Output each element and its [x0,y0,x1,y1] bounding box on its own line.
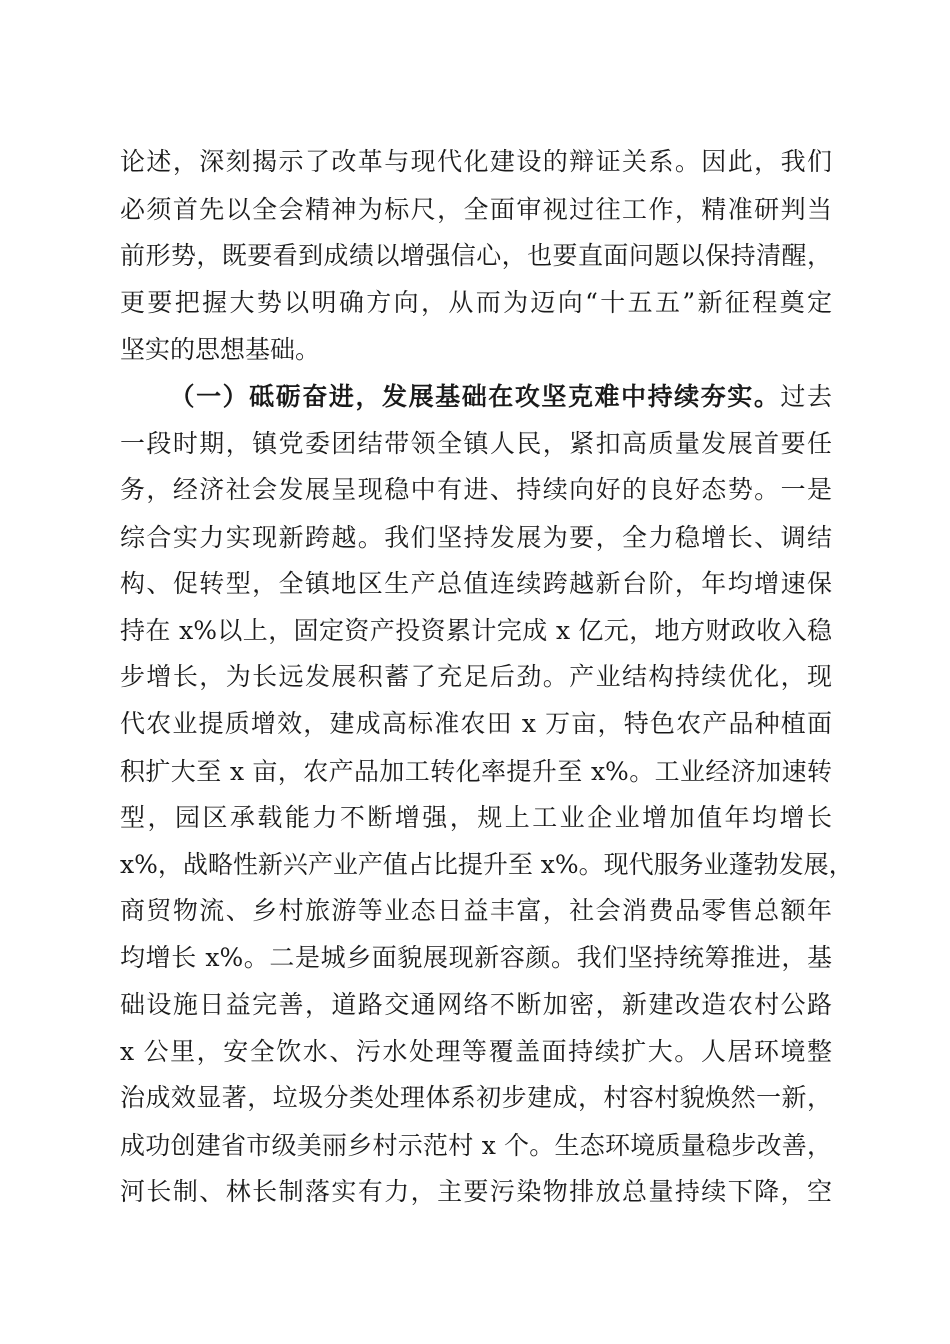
text-line: 综合实力实现新跨越。我们坚持发展为要，全力稳增长、调结 [120,523,832,552]
text-line: 更要把握大势以明确方向，从而为迈向“十五五”新征程奠定 [120,288,832,317]
text-line: 构、促转型，全镇地区生产总值连续跨越新台阶，年均增速保 [120,569,832,598]
text-line: 一段时期，镇党委团结带领全镇人民，紧扣高质量发展首要任 [120,429,832,458]
text-line: 持在 x%以上，固定资产投资累计完成 x 亿元，地方财政收入稳 [120,616,832,645]
heading-continuation: 过去 [780,382,832,411]
text-line: 必须首先以全会精神为标尺，全面审视过往工作，精准研判当 [120,195,832,224]
text-line: 型，园区承载能力不断增强，规上工业企业增加值年均增长 [120,803,832,832]
text-line: 均增长 x%。二是城乡面貌展现新容颜。我们坚持统筹推进，基 [120,943,832,972]
text-line: x 公里，安全饮水、污水处理等覆盖面持续扩大。人居环境整 [120,1037,832,1066]
text-line: 成功创建省市级美丽乡村示范村 x 个。生态环境质量稳步改善， [120,1131,832,1160]
text-line: 论述，深刻揭示了改革与现代化建设的辩证关系。因此，我们 [120,147,832,176]
section-heading: （一）砥砺奋进，发展基础在攻坚克难中持续夯实。 [168,382,781,411]
text-line: 前形势，既要看到成绩以增强信心，也要直面问题以保持清醒， [120,241,832,270]
text-line: 河长制、林长制落实有力，主要污染物排放总量持续下降，空 [120,1177,832,1206]
text-line: 治成效显著，垃圾分类处理体系初步建成，村容村貌焕然一新， [120,1083,832,1112]
text-line: 务，经济社会发展呈现稳中有进、持续向好的良好态势。一是 [120,475,832,504]
text-line: 积扩大至 x 亩，农产品加工转化率提升至 x%。工业经济加速转 [120,757,832,786]
text-line: x%，战略性新兴产业产值占比提升至 x%。现代服务业蓬勃发展， [120,850,854,879]
text-line: 商贸物流、乡村旅游等业态日益丰富，社会消费品零售总额年 [120,896,832,925]
text-line: 坚实的思想基础。 [120,335,321,364]
section-heading-line [120,377,832,417]
text-line: 础设施日益完善，道路交通网络不断加密，新建改造农村公路 [120,990,832,1019]
text-line: 步增长，为长远发展积蓄了充足后劲。产业结构持续优化，现 [120,662,832,691]
text-line: 代农业提质增效，建成高标准农田 x 万亩，特色农产品种植面 [120,709,832,738]
